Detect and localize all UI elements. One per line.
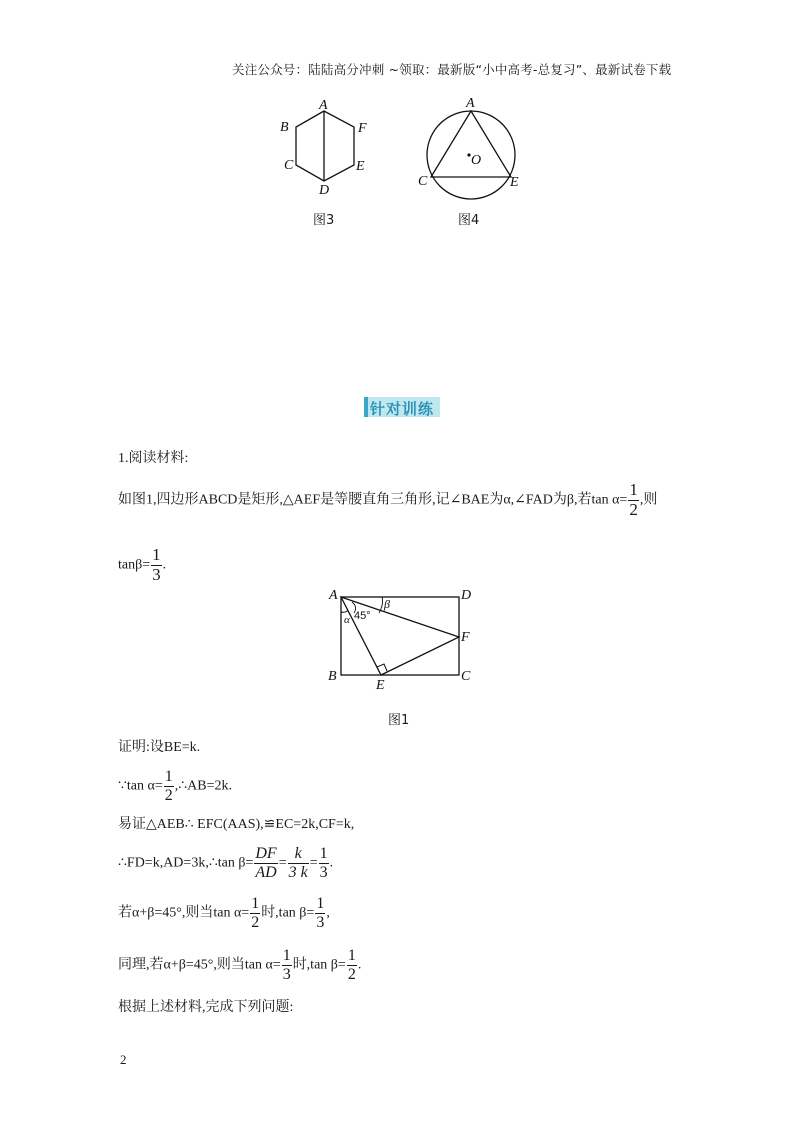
label-c: C: [284, 158, 294, 173]
label-a: A: [466, 96, 475, 111]
question-title: 1.阅读材料:: [118, 451, 189, 466]
fraction-tan-beta: [151, 546, 162, 584]
fraction-numerator: 1: [164, 768, 173, 785]
label-beta: β: [384, 597, 390, 611]
section-banner: [360, 393, 440, 421]
fraction-half: [347, 947, 357, 983]
label-d: D: [461, 588, 472, 603]
proof-line-6-text: 同理,若α+β=45°,则当tan α=: [118, 957, 281, 973]
page-number: 2: [120, 1052, 127, 1067]
figure-3-caption: 图3: [313, 213, 335, 228]
equals-sign: =: [278, 855, 287, 871]
label-b: B: [328, 669, 337, 684]
label-alpha: α: [344, 614, 350, 626]
label-a: A: [319, 98, 328, 113]
fraction-denominator: 3: [152, 564, 161, 584]
page-header: 关注公众号：陆陆高分冲刺 ~领取：最新版“小中高考-总复习”、最新试卷下载: [232, 62, 672, 77]
hexagon-shape: [296, 111, 354, 181]
fraction-numerator: 1: [282, 947, 291, 964]
fraction-numerator: 1: [251, 895, 260, 912]
material-line-1-text: 如图1,四边形ABCD是矩形,△AEF是等腰直角三角形,记∠BAE为α,∠FAD为β,若tan α=: [118, 492, 628, 508]
proof-line-4-text: ∴FD=k,AD=3k,∴tan β=: [118, 855, 254, 871]
rectangle-abcd: [341, 597, 459, 675]
fraction-df-ad: [254, 845, 277, 881]
triangle-aef: [341, 597, 459, 675]
fraction-half: [164, 768, 174, 804]
fraction-k-3k: [288, 845, 309, 881]
fraction-denominator: 2: [164, 786, 173, 804]
fraction-denominator: 2: [629, 499, 638, 519]
material-line-2: [118, 546, 166, 584]
equals-sign: =: [309, 855, 318, 871]
fraction-third: [282, 947, 292, 983]
label-a: A: [329, 588, 338, 603]
proof-line-1: 证明:设BE=k.: [118, 740, 201, 755]
proof-line-6: [118, 947, 361, 983]
fraction-denominator: 2: [347, 965, 356, 983]
figure-4-caption: 图4: [458, 213, 480, 228]
material-line-2-text: tanβ=: [118, 557, 151, 573]
fraction-denominator: 3: [282, 965, 291, 983]
proof-line-5-text: 若α+β=45°,则当tan α=: [118, 905, 250, 921]
proof-line-2-text: ∵tan α=: [118, 778, 163, 794]
label-45-deg: 45°: [354, 610, 371, 622]
instruction-line: 根据上述材料,完成下列问题:: [118, 1000, 294, 1015]
fraction-third: [319, 845, 329, 881]
figure-1-diagram: [322, 585, 482, 695]
fraction-denominator: 2: [251, 913, 260, 931]
fraction-numerator: k: [288, 845, 309, 864]
fraction-denominator: 3 k: [288, 863, 308, 881]
fraction-numerator: 1: [629, 480, 638, 499]
proof-line-2-end: ,∴AB=2k.: [174, 778, 233, 794]
fraction-denominator: 3: [316, 913, 325, 931]
figure-3-diagram: [270, 95, 380, 200]
material-line-1: [118, 481, 657, 519]
fraction-numerator: DF: [255, 845, 277, 862]
fraction-numerator: 1: [316, 895, 325, 912]
label-f: F: [358, 121, 367, 136]
proof-line-5-mid: 时,tan β=: [261, 905, 315, 921]
fraction-third: [315, 895, 325, 931]
material-line-2-end: .: [162, 557, 167, 573]
proof-line-5: [118, 895, 330, 931]
fraction-numerator: 1: [152, 545, 161, 564]
label-e: E: [376, 678, 385, 693]
proof-line-6-end: .: [357, 957, 362, 973]
angle-alpha-arc: [341, 610, 348, 612]
proof-line-4: [118, 845, 333, 881]
figure-4-diagram: [412, 92, 532, 202]
proof-line-6-mid: 时,tan β=: [292, 957, 346, 973]
label-e: E: [510, 175, 519, 190]
label-e: E: [356, 159, 365, 174]
fraction-numerator: 1: [347, 947, 356, 964]
proof-line-4-end: .: [329, 855, 334, 871]
proof-line-2: [118, 768, 232, 804]
banner-title: 针对训练: [370, 400, 435, 418]
material-line-1-end: ,则: [639, 492, 658, 508]
fraction-half: [250, 895, 260, 931]
label-f: F: [461, 630, 470, 645]
label-c: C: [461, 669, 471, 684]
fraction-denominator: AD: [255, 863, 277, 881]
label-c: C: [418, 174, 428, 189]
label-d: D: [319, 183, 330, 198]
proof-line-5-end: ,: [326, 905, 330, 921]
fraction-numerator: 1: [319, 845, 328, 862]
fraction-denominator: 3: [319, 863, 328, 881]
label-b: B: [280, 120, 289, 135]
fraction-tan-alpha: [628, 481, 639, 519]
proof-line-3: 易证△AEB∴ EFC(AAS),≌EC=2k,CF=k,: [118, 817, 355, 832]
figure-1-caption: 图1: [388, 713, 410, 728]
label-o: O: [471, 153, 482, 168]
